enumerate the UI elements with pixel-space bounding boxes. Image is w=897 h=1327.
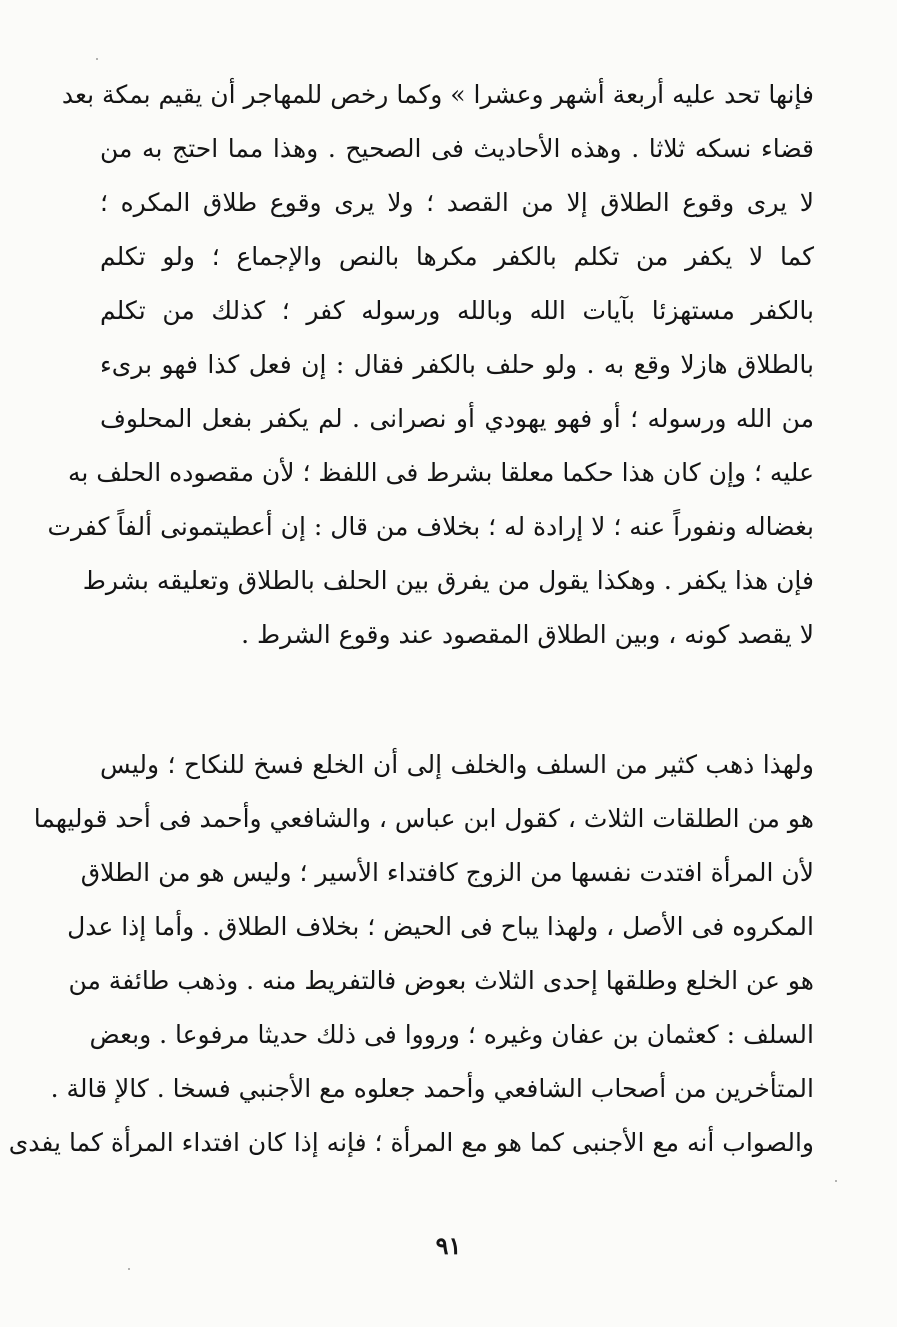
text-line: السلف : كعثمان بن عفان وغيره ؛ ورووا فى ذلك حديثا مرفوعا . وبعض bbox=[89, 1020, 814, 1049]
paragraph-2 bbox=[8, 738, 814, 1170]
text-line: فإنها تحد عليه أربعة أشهر وعشرا » وكما رخص للمهاجر أن يقيم بمكة بعد bbox=[61, 80, 814, 109]
scan-speck bbox=[835, 1180, 837, 1182]
text-line: عليه ؛ وإن كان هذا حكما معلقا بشرط فى اللفظ ؛ لأن مقصوده الحلف به bbox=[68, 458, 814, 487]
text-line: ولهذا ذهب كثير من السلف والخلف إلى أن الخلع فسخ للنكاح ؛ وليس bbox=[100, 750, 814, 779]
text-line: بغضاله ونفوراً عنه ؛ لا إرادة له ؛ بخلاف من قال : إن أعطيتمونى ألفاً كفرت bbox=[47, 512, 814, 541]
text-line: من الله ورسوله ؛ أو فهو يهودي أو نصرانى . لم يكفر بفعل المحلوف bbox=[100, 404, 814, 433]
text-line: المكروه فى الأصل ، ولهذا يباح فى الحيض ؛ بخلاف الطلاق . وأما إذا عدل bbox=[67, 912, 814, 941]
text-line: لأن المرأة افتدت نفسها من الزوج كافتداء الأسير ؛ وليس هو من الطلاق bbox=[80, 858, 814, 887]
paragraph-1 bbox=[47, 68, 814, 662]
text-line: هو من الطلقات الثلاث ، كقول ابن عباس ، والشافعي وأحمد فى أحد قوليهما bbox=[33, 804, 814, 833]
text-line: فإن هذا يكفر . وهكذا يقول من يفرق بين الحلف بالطلاق وتعليقه بشرط bbox=[82, 566, 814, 595]
page-number: ٩١ bbox=[435, 1231, 462, 1260]
text-line: لا يقصد كونه ، وبين الطلاق المقصود عند وقوع الشرط . bbox=[241, 620, 814, 649]
text-line: لا يرى وقوع الطلاق إلا من القصد ؛ ولا يرى وقوع طلاق المكره ؛ bbox=[100, 188, 814, 217]
text-line: بالطلاق هازلا وقع به . ولو حلف بالكفر فقال : إن فعل كذا فهو برىء bbox=[100, 350, 814, 379]
text-line: قضاء نسكه ثلاثا . وهذه الأحاديث فى الصحيح . وهذا مما احتج به من bbox=[100, 134, 814, 163]
text-line: هو عن الخلع وطلقها إحدى الثلاث بعوض فالتفريط منه . وذهب طائفة من bbox=[68, 966, 814, 995]
scan-speck bbox=[128, 1268, 130, 1270]
text-line: المتأخرين من أصحاب الشافعي وأحمد جعلوه مع الأجنبي فسخا . كالإ قالة . bbox=[50, 1074, 814, 1103]
text-line: والصواب أنه مع الأجنبى كما هو مع المرأة ؛ فإنه إذا كان افتداء المرأة كما يفدى bbox=[8, 1128, 814, 1157]
text-line: كما لا يكفر من تكلم بالكفر مكرها بالنص والإجماع ؛ ولو تكلم bbox=[100, 242, 814, 271]
text-line: بالكفر مستهزئا بآيات الله وبالله ورسوله كفر ؛ كذلك من تكلم bbox=[100, 296, 814, 325]
scan-speck bbox=[96, 58, 98, 60]
